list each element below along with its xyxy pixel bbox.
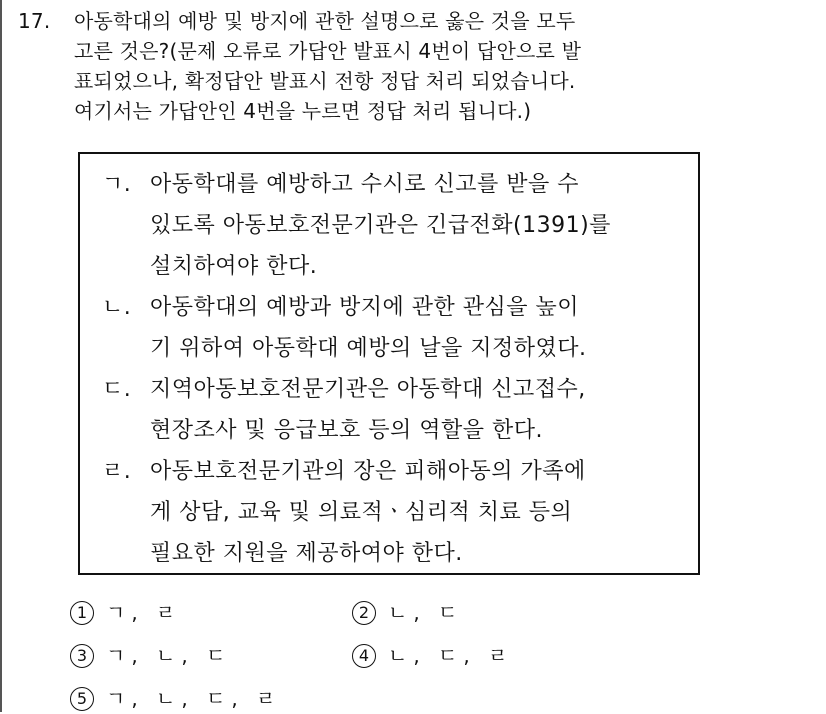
statement-text-line: 현장조사 및 응급보호 등의 역할을 한다. — [150, 418, 543, 443]
choice-text: ㄴ, ㄷ — [388, 600, 464, 625]
choice-3[interactable] — [70, 639, 231, 669]
question-text-line: 여기서는 가답안인 4번을 누르면 정답 처리 됩니다.) — [74, 99, 532, 123]
statement-row — [102, 533, 682, 574]
statement-marker: ㄱ. — [102, 172, 132, 197]
left-margin-rule — [0, 0, 2, 712]
choice-2[interactable] — [352, 596, 463, 626]
statement-text-line: 아동학대를 예방하고 수시로 신고를 받을 수 — [150, 172, 580, 197]
question-line — [14, 6, 814, 36]
question-text-line: 표되었으나, 확정답안 발표시 전항 정답 처리 되었습니다. — [74, 69, 576, 93]
choice-text: ㄴ, ㄷ, ㄹ — [388, 643, 514, 668]
question-line — [14, 96, 814, 126]
choice-number: 1 — [70, 601, 94, 625]
statement-item-ra — [102, 451, 682, 574]
statement-row — [102, 246, 682, 287]
statement-text-line: 게 상담, 교육 및 의료적ㆍ심리적 치료 등의 — [150, 500, 573, 525]
statement-text-line: 지역아동보호전문기관은 아동학대 신고접수, — [150, 377, 586, 402]
statement-row — [102, 492, 682, 533]
choice-5[interactable] — [70, 682, 281, 712]
choice-number: 3 — [70, 644, 94, 668]
statement-item-na — [102, 287, 682, 369]
choice-text: ㄱ, ㄹ — [106, 600, 182, 625]
statement-box — [78, 152, 700, 575]
statement-row — [102, 410, 682, 451]
statement-marker: ㄷ. — [102, 377, 132, 402]
statement-row — [102, 328, 682, 369]
question-number: 17. — [18, 9, 51, 33]
question-text-line: 고른 것은?(문제 오류로 가답안 발표시 4번이 답안으로 발 — [74, 39, 582, 63]
statement-item-da — [102, 369, 682, 451]
statement-row — [102, 205, 682, 246]
choice-1[interactable] — [70, 596, 181, 626]
choice-text: ㄱ, ㄴ, ㄷ, ㄹ — [106, 686, 282, 711]
statement-text-line: 아동보호전문기관의 장은 피해아동의 가족에 — [150, 459, 586, 484]
statement-marker: ㄴ. — [102, 295, 132, 320]
statement-text-line: 아동학대의 예방과 방지에 관한 관심을 높이 — [150, 295, 580, 320]
statement-text-line: 있도록 아동보호전문기관은 긴급전화(1391)를 — [150, 213, 611, 238]
statement-row — [102, 369, 682, 410]
question-line — [14, 36, 814, 66]
choice-text: ㄱ, ㄴ, ㄷ — [106, 643, 232, 668]
statement-text-line: 기 위하여 아동학대 예방의 날을 지정하였다. — [150, 336, 587, 361]
question-text-line: 아동학대의 예방 및 방지에 관한 설명으로 옳은 것을 모두 — [74, 9, 576, 33]
statement-row — [102, 164, 682, 205]
choice-number: 5 — [70, 687, 94, 711]
choice-number: 4 — [352, 644, 376, 668]
choice-number: 2 — [352, 601, 376, 625]
question-stem — [14, 6, 814, 126]
choice-4[interactable] — [352, 639, 513, 669]
statement-row — [102, 451, 682, 492]
statement-text-line: 필요한 지원을 제공하여야 한다. — [150, 541, 463, 566]
statement-item-ga — [102, 164, 682, 287]
statement-row — [102, 287, 682, 328]
statement-marker: ㄹ. — [102, 459, 132, 484]
statement-text-line: 설치하여야 한다. — [150, 254, 318, 279]
question-line — [14, 66, 814, 96]
